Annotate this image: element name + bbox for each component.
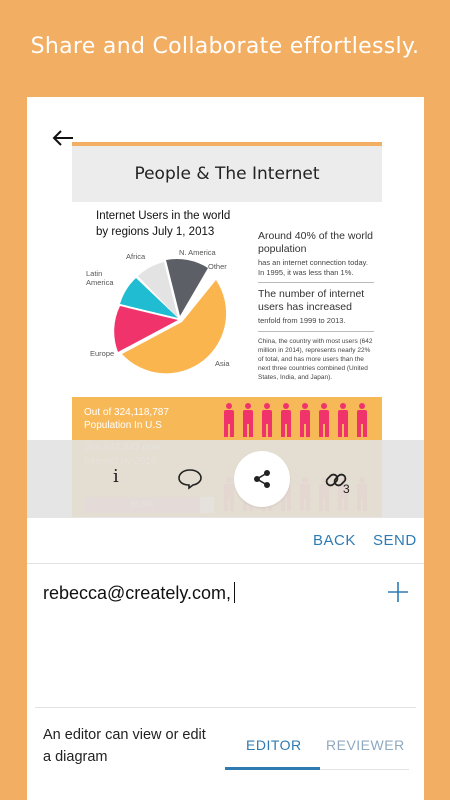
- link-count: 3: [343, 482, 350, 496]
- stat-divider: [258, 282, 374, 283]
- action-row: [27, 518, 424, 564]
- stat-2-detail: tenfold from 1999 to 2013.: [258, 316, 346, 325]
- divider: [35, 707, 416, 708]
- share-button[interactable]: [234, 451, 290, 507]
- text-cursor: [234, 582, 235, 603]
- share-toolbar: [27, 440, 424, 518]
- pie-label-asia: Asia: [215, 359, 230, 368]
- back-arrow-button[interactable]: [45, 123, 81, 153]
- stat-1-detail: has an internet connection today. In 1995, it was less than 1%.: [258, 258, 368, 277]
- role-description: An editor can view or edit a diagram: [43, 727, 206, 765]
- recipient-email-input[interactable]: rebecca@creately.com,: [43, 582, 235, 604]
- population-text: Out of 324,118,787 Population In U.S: [84, 407, 169, 431]
- comment-icon[interactable]: [177, 468, 203, 490]
- stat-2-headline: The number of internet users has increased: [258, 288, 365, 313]
- person-icon: [317, 403, 331, 437]
- person-icon: [279, 403, 293, 437]
- person-icon: [298, 403, 312, 437]
- stat-divider: [258, 331, 374, 332]
- info-icon[interactable]: i: [113, 466, 119, 487]
- share-icon: [252, 469, 272, 489]
- person-icon: [355, 403, 369, 437]
- pie-label-other: Other: [208, 262, 227, 271]
- person-icon: [222, 403, 236, 437]
- person-icon: [260, 403, 274, 437]
- back-button[interactable]: BACK: [313, 532, 356, 549]
- tab-divider: [320, 769, 409, 770]
- infographic-title: People & The Internet: [72, 146, 382, 202]
- pie-title-line-2: by regions July 1, 2013: [96, 226, 215, 238]
- pie-label-africa: Africa: [126, 252, 146, 261]
- tab-reviewer[interactable]: REVIEWER: [326, 737, 405, 753]
- pie-title-line-1: Internet Users in the world: [96, 210, 231, 222]
- pie-title: [96, 208, 246, 240]
- stats-column: [258, 230, 374, 382]
- pie-chart: [82, 242, 262, 392]
- people-icons-row: [222, 403, 382, 442]
- pie-label-n-america: N. America: [179, 248, 216, 257]
- tab-editor[interactable]: EDITOR: [246, 737, 302, 753]
- person-icon: [336, 403, 350, 437]
- send-button[interactable]: SEND: [373, 532, 417, 549]
- share-dialog: [27, 97, 424, 800]
- back-arrow-icon: [52, 129, 74, 147]
- stat-3-detail: China, the country with most users (642 million in 2014), represents nearly 22% of total, and has more users than the next three countries combined (United States, India, and Japan).: [258, 337, 373, 381]
- add-recipient-icon[interactable]: [387, 581, 409, 603]
- recipients-field[interactable]: [27, 565, 424, 707]
- tab-selected-indicator: [225, 767, 320, 770]
- pie-label-europe: Europe: [90, 349, 115, 358]
- pie-label-latin-america: Latin America: [86, 269, 114, 287]
- headline: Share and Collaborate effortlessly.: [30, 34, 420, 59]
- person-icon: [241, 403, 255, 437]
- stat-1-headline: Around 40% of the world population: [258, 230, 373, 255]
